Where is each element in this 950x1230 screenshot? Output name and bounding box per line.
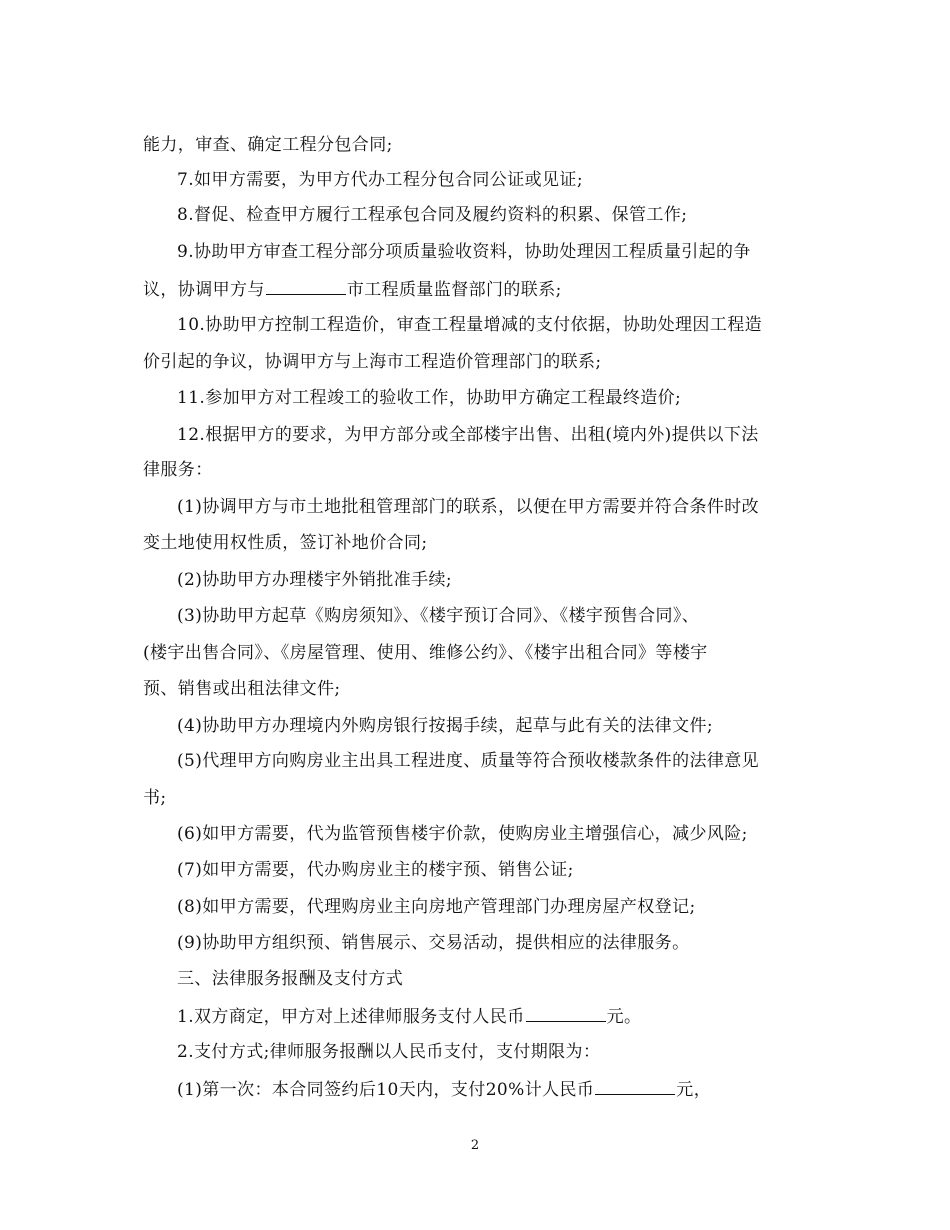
text-line: [143, 133, 823, 157]
text-segment: 10.协助甲方控制工程造价，审查工程量增减的支付依据，协助处理因工程造: [177, 315, 763, 335]
fill-in-blank: [266, 277, 346, 295]
text-line: [177, 714, 857, 738]
text-segment: (3)协助甲方起草《购房须知》、《楼宇预订合同》、《楼宇预售合同》、: [177, 606, 700, 626]
text-segment: (4)协助甲方办理境内外购房银行按揭手续，起草与此有关的法律文件;: [177, 716, 714, 736]
text-segment: 议，协调甲方与: [143, 280, 265, 300]
text-segment: 11.参加甲方对工程竣工的验收工作，协助甲方确定工程最终造价;: [177, 388, 682, 408]
text-line: [143, 677, 823, 701]
text-segment: 三、法律服务报酬及支付方式: [177, 969, 404, 989]
text-line: [177, 168, 857, 192]
text-line: [177, 423, 857, 447]
text-line: [143, 531, 823, 555]
text-line: [177, 931, 857, 955]
text-segment: 元。: [606, 1007, 642, 1027]
text-segment: 12.根据甲方的要求，为甲方部分或全部楼宇出售、出租(境内外)提供以下法: [177, 425, 759, 445]
text-segment: (6)如甲方需要，代为监管预售楼宇价款，使购房业主增强信心，减少风险;: [177, 824, 748, 844]
text-segment: 预、销售或出租法律文件;: [143, 679, 341, 699]
text-line: [143, 350, 823, 374]
text-line: [177, 967, 857, 991]
text-segment: 价引起的争议，协调甲方与上海市工程造价管理部门的联系;: [143, 352, 602, 372]
text-segment: 变土地使用权性质，签订补地价合同;: [143, 533, 428, 553]
text-segment: 能力，审查、确定工程分包合同;: [143, 135, 393, 155]
text-segment: 8.督促、检查甲方履行工程承包合同及履约资料的积累、保管工作;: [177, 205, 688, 225]
text-line: [177, 240, 857, 264]
text-line: [177, 568, 857, 592]
text-line: [177, 495, 857, 519]
text-segment: 2.支付方式;律师服务报酬以人民币支付，支付期限为：: [177, 1042, 601, 1062]
text-line: [177, 1004, 857, 1029]
text-segment: 书;: [143, 788, 167, 808]
text-segment: (2)协助甲方办理楼宇外销批准手续;: [177, 570, 453, 590]
text-segment: 9.协助甲方审查工程分部分项质量验收资料，协助处理因工程质量引起的争: [177, 242, 751, 262]
text-line: [143, 641, 823, 665]
text-line: [143, 277, 823, 302]
text-segment: (1)协调甲方与市土地批租管理部门的联系，以便在甲方需要并符合条件时改: [177, 497, 760, 517]
text-segment: (7)如甲方需要，代办购房业主的楼宇预、销售公证;: [177, 860, 574, 880]
fill-in-blank: [595, 1077, 675, 1095]
text-line: [177, 749, 857, 773]
text-line: [143, 786, 823, 810]
page-number: 2: [470, 1138, 480, 1153]
text-line: [177, 1040, 857, 1064]
text-segment: (楼宇出售合同》、《房屋管理、使用、维修公约》、《楼宇出租合同》等楼宇: [143, 643, 708, 663]
text-segment: (9)协助甲方组织预、销售展示、交易活动，提供相应的法律服务。: [177, 933, 690, 953]
text-line: [177, 822, 857, 846]
text-segment: 1.双方商定，甲方对上述律师服务支付人民币: [177, 1007, 525, 1027]
text-segment: (8)如甲方需要，代理购房业主向房地产管理部门办理房屋产权登记;: [177, 897, 696, 917]
text-line: [177, 313, 857, 337]
fill-in-blank: [526, 1004, 606, 1022]
text-line: [177, 895, 857, 919]
text-segment: 市工程质量监督部门的联系;: [346, 280, 562, 300]
text-line: [143, 458, 823, 482]
text-line: [177, 386, 857, 410]
text-segment: (5)代理甲方向购房业主出具工程进度、质量等符合预收楼款条件的法律意见: [177, 751, 760, 771]
text-segment: 元，: [676, 1080, 712, 1100]
text-line: [177, 1077, 857, 1102]
text-segment: (1)第一次：本合同签约后10天内，支付20%计人民币: [177, 1080, 595, 1100]
text-line: [177, 203, 857, 227]
text-segment: 7.如甲方需要，为甲方代办工程分包合同公证或见证;: [177, 170, 583, 190]
text-line: [177, 604, 857, 628]
text-segment: 律服务：: [143, 460, 213, 480]
text-line: [177, 858, 857, 882]
